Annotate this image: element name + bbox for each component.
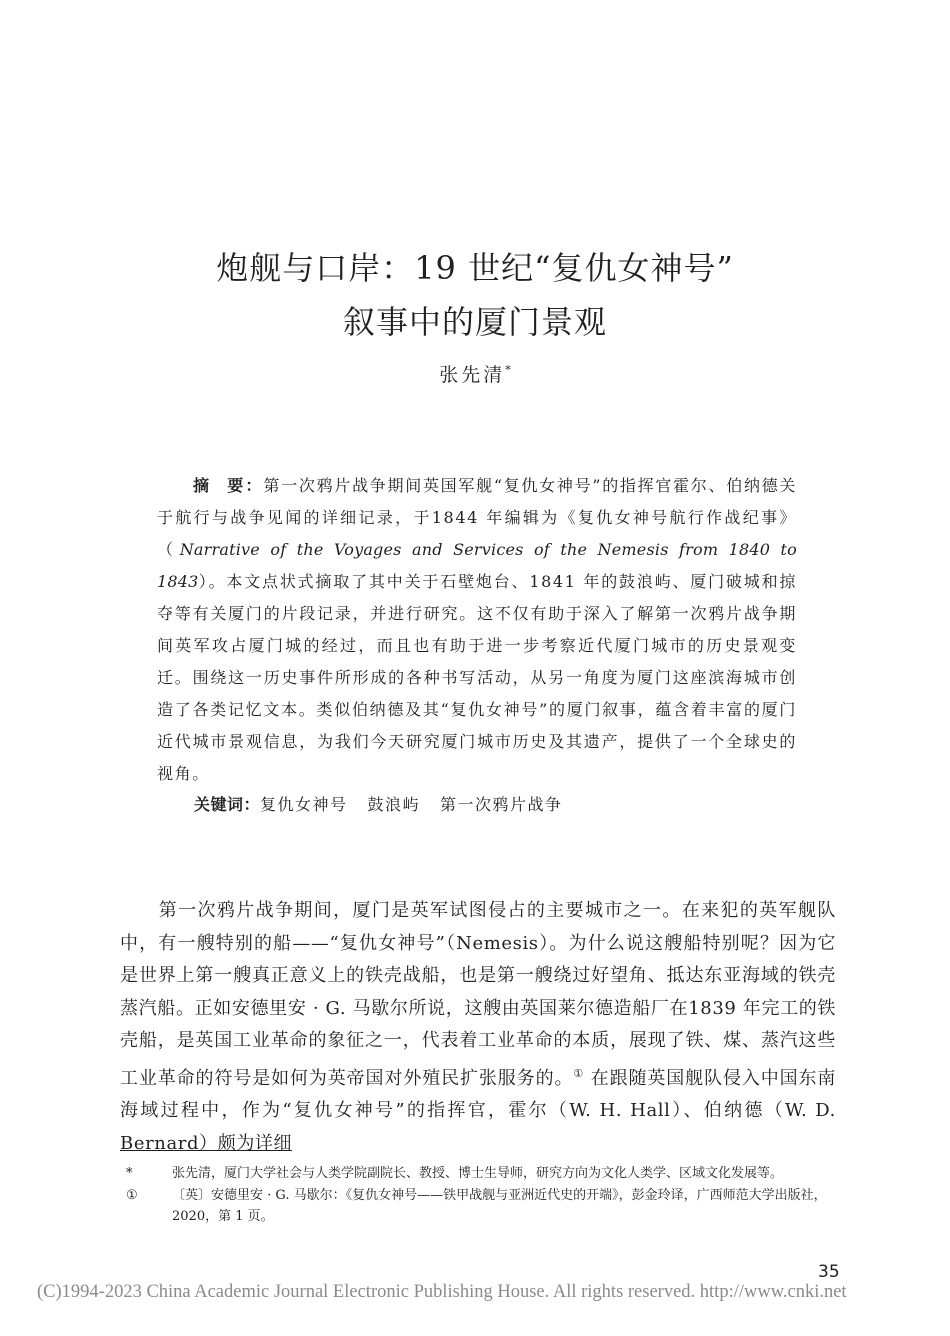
- keyword-item: 鼓浪屿: [367, 795, 421, 814]
- author-line: [0, 360, 950, 387]
- body-text-2: 在跟随英国舰队侵入中国东南海域过程中，作为“复仇女神号”的指挥官，霍尔（W. H. Hall）、伯纳德（W. D. Bernard）颇为详细: [120, 1067, 837, 1154]
- keywords: [194, 792, 583, 815]
- abstract-label: 摘 要：: [193, 476, 264, 495]
- footnote-item: [120, 1163, 836, 1184]
- footnote-divider: [120, 1150, 292, 1151]
- keyword-item: 复仇女神号: [260, 795, 348, 814]
- author-footnote-mark: *: [505, 363, 511, 377]
- keyword-item: 第一次鸦片战争: [440, 795, 563, 814]
- footnote-item: [120, 1185, 836, 1227]
- abstract-text-1: 第一次鸦片战争期间英国军舰“复仇女神号”的指挥官霍尔、伯纳德关于航行与战争见闻的详细记录，于1844 年编辑为《复仇女神号航行作战纪事》（: [157, 476, 797, 559]
- author-name: 张先清: [439, 364, 506, 386]
- article-title-line-1: 炮舰与口岸：19 世纪“复仇女神号”: [216, 249, 734, 287]
- abstract: [157, 470, 797, 790]
- footnote-mark: *: [126, 1166, 133, 1181]
- keywords-label: 关键词：: [194, 795, 261, 814]
- footnote-ref-1[interactable]: ①: [573, 1066, 585, 1080]
- footnote-mark: ①: [126, 1188, 138, 1203]
- abstract-text-2: ）。本文点状式摘取了其中关于石壁炮台、1841 年的鼓浪屿、厦门破城和掠夺等有关厦门的片段记录，并进行研究。这不仅有助于深入了解第一次鸦片战争期间英军攻占厦门城的经过，而且也有助于进一步考察近代厦门城市的历史景观变迁。围绕这一历史事件所形成的各种书写活动，从另一角度为厦门这座滨海城市创造了各类记忆文本。类似伯纳德及其“复仇女神号”的厦门叙事，蕴含着丰富的厦门近代城市景观信息，为我们今天研究厦门城市历史及其遗产，提供了一个全球史的视角。: [157, 572, 797, 783]
- body-paragraph: [120, 895, 836, 1160]
- body-text-1: 第一次鸦片战争期间，厦门是英军试图侵占的主要城市之一。在来犯的英军舰队中，有一艘特别的船——“复仇女神号”（Nemesis）。为什么说这艘船特别呢？因为它是世界上第一艘真正意义上的铁壳战船，也是第一艘绕过好望角、抵达东亚海域的铁壳蒸汽船。正如安德里安 · G. 马歇尔所说，这艘由英国莱尔德造船厂在1839 年完工的铁壳船，是英国工业革命的象征之一，代表着工业革命的本质，展现了铁、煤、蒸汽这些工业革命的符号是如何为英帝国对外殖民扩张服务的。: [120, 900, 836, 1089]
- footnotes: [120, 1163, 836, 1228]
- footnote-text: 张先清，厦门大学社会与人类学院副院长、教授、博士生导师，研究方向为文化人类学、区域文化发展等。: [172, 1166, 784, 1181]
- copyright-watermark: (C)1994-2023 China Academic Journal Electronic Publishing House. All rights reserved. http://www.cnki.net: [37, 1282, 847, 1302]
- footnote-text: 〔英〕安德里安 · G. 马歇尔：《复仇女神号——铁甲战舰与亚洲近代史的开端》，彭金玲译，广西师范大学出版社，2020，第 1 页。: [172, 1188, 827, 1224]
- article-title-line-2: 叙事中的厦门景观: [342, 303, 607, 341]
- abstract-english-title: Narrative of the Voyages and Services of the Nemesis from 1840 to 1843: [157, 540, 797, 591]
- page-number: 35: [818, 1262, 840, 1282]
